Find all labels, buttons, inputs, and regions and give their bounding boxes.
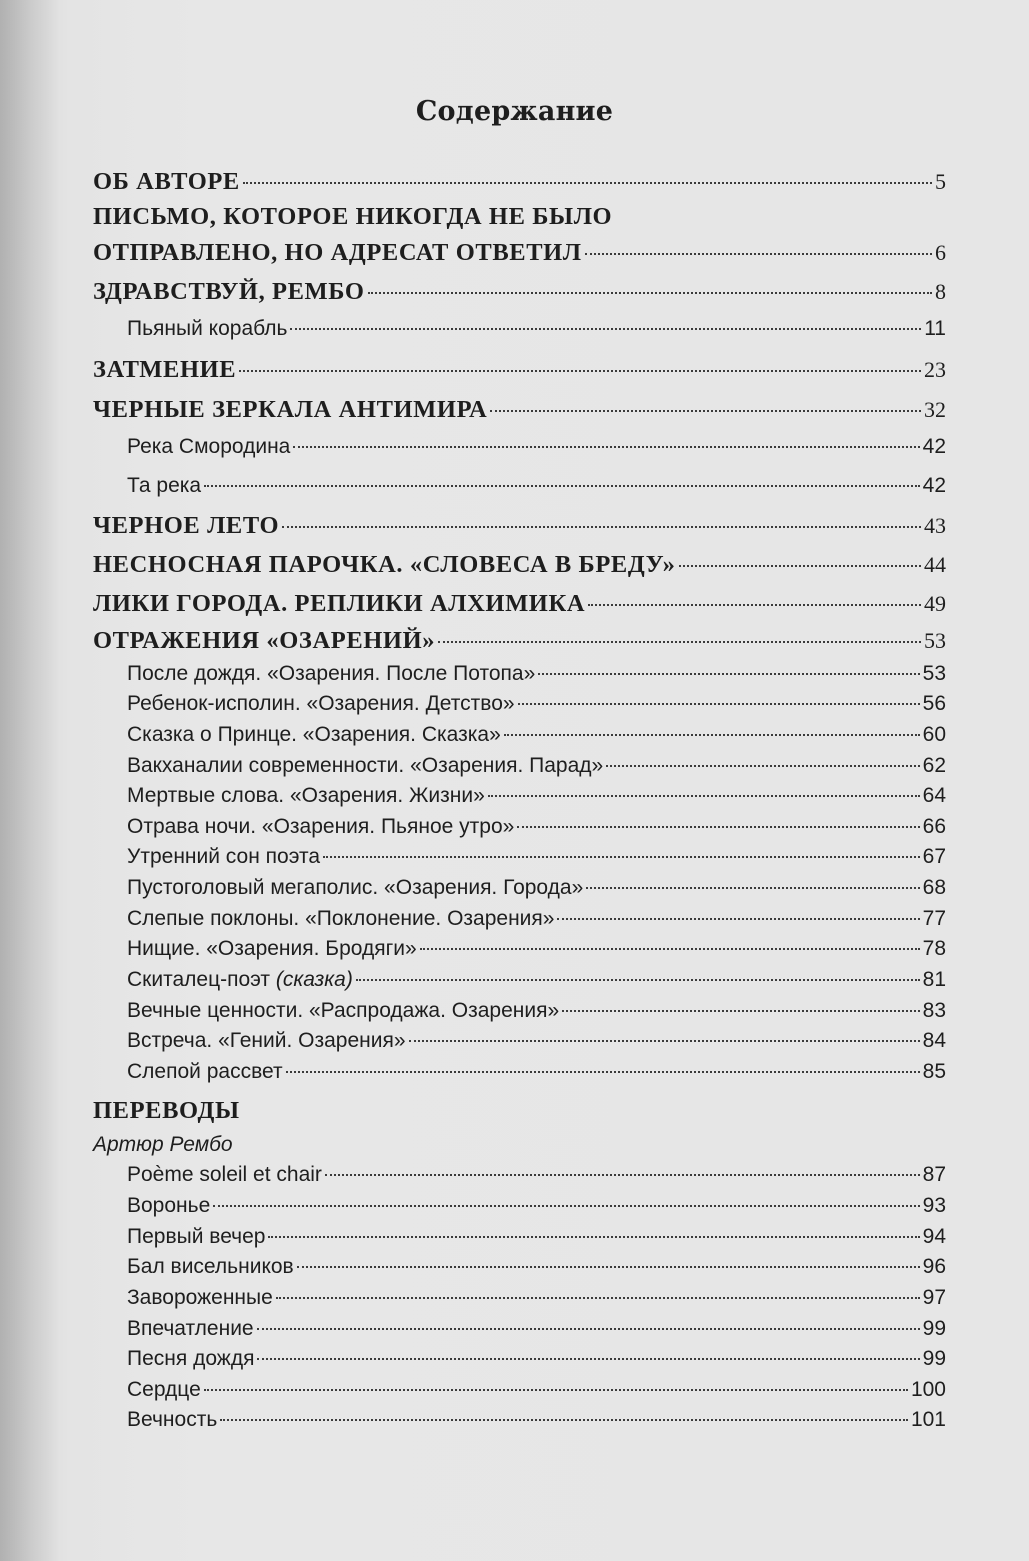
dot-leader xyxy=(268,1235,919,1238)
dot-leader xyxy=(368,291,932,294)
toc-entry-page: 62 xyxy=(922,754,946,777)
toc-entry xyxy=(0,937,1029,961)
toc-entry-title: Нищие. «Озарения. Бродяги» xyxy=(127,937,417,960)
toc-entry-title xyxy=(127,968,353,992)
toc-entry-page: 77 xyxy=(922,907,946,930)
toc-entry-title: Вечные ценности. «Распродажа. Озарения» xyxy=(127,999,560,1022)
toc-entry xyxy=(0,1163,1029,1187)
dot-leader xyxy=(538,672,919,675)
toc-entry-title: Та река xyxy=(127,474,202,497)
toc-entry xyxy=(0,1408,1029,1432)
toc-entry-title: ЧЕРНЫЕ ЗЕРКАЛА АНТИМИРА xyxy=(93,396,488,423)
dot-leader xyxy=(606,764,919,767)
toc-entry-title-line1: ПИСЬМО, КОТОРОЕ НИКОГДА НЕ БЫЛО xyxy=(93,203,613,230)
toc-entry xyxy=(0,396,1029,424)
dot-leader xyxy=(586,886,919,889)
toc-entry xyxy=(0,754,1029,778)
toc-entry xyxy=(0,907,1029,931)
toc-entry-title-italic: (сказка) xyxy=(275,968,353,991)
toc-entry-title: ОБ АВТОРЕ xyxy=(93,168,240,195)
dot-leader xyxy=(204,1388,908,1391)
toc-entry-title: Пьяный корабль xyxy=(127,317,288,340)
dot-leader xyxy=(420,947,920,950)
toc-entry-page: 97 xyxy=(922,1286,946,1309)
toc-entry-page: 101 xyxy=(910,1408,946,1431)
toc-entry-title: Бал висельников xyxy=(127,1255,294,1278)
toc-entry xyxy=(0,627,1029,655)
dot-leader xyxy=(679,564,921,567)
toc-entry-title: После дождя. «Озарения. После Потопа» xyxy=(127,662,536,685)
toc-entry-page: 84 xyxy=(922,1029,946,1052)
toc-entry-page: 42 xyxy=(922,435,946,458)
toc-entry-page: 11 xyxy=(924,317,946,340)
toc-entry xyxy=(0,1255,1029,1279)
toc-entry-title: Вечность xyxy=(127,1408,218,1431)
toc-entry-page: 83 xyxy=(922,999,946,1022)
dot-leader xyxy=(438,640,921,643)
toc-entry xyxy=(0,1029,1029,1053)
dot-leader xyxy=(504,733,920,736)
dot-leader xyxy=(290,327,921,330)
toc-entry-page: 44 xyxy=(924,552,946,577)
toc-entry-title: ЗДРАВСТВУЙ, РЕМБО xyxy=(93,278,365,305)
dot-leader xyxy=(588,603,921,606)
toc-entry xyxy=(0,692,1029,716)
toc-entry-title: Воронье xyxy=(127,1194,211,1217)
toc-entry-page: 99 xyxy=(922,1347,946,1370)
toc-entry-title: Poème soleil et chair xyxy=(127,1163,322,1186)
toc-entry xyxy=(0,168,1029,196)
toc-entry-title: Сказка о Принце. «Озарения. Сказка» xyxy=(127,723,501,746)
dot-leader xyxy=(323,855,920,858)
toc-entry-page: 85 xyxy=(922,1060,946,1083)
toc-entry xyxy=(0,999,1029,1023)
dot-leader xyxy=(282,525,921,528)
toc-entry-page: 96 xyxy=(922,1255,946,1278)
dot-leader xyxy=(585,252,932,255)
author-subheading: Артюр Рембо xyxy=(93,1133,233,1156)
toc-entry-title: Встреча. «Гений. Озарения» xyxy=(127,1029,406,1052)
toc-entry-page: 43 xyxy=(924,513,946,538)
dot-leader xyxy=(356,978,920,981)
dot-leader xyxy=(239,369,921,372)
toc-entry-page: 32 xyxy=(924,397,946,422)
toc-entry xyxy=(0,1286,1029,1310)
dot-leader xyxy=(490,409,921,412)
dot-leader xyxy=(204,484,920,487)
toc-entry-page: 68 xyxy=(922,876,946,899)
toc-entry xyxy=(0,317,1029,341)
toc-entry xyxy=(0,1378,1029,1402)
dot-leader xyxy=(557,917,919,920)
dot-leader xyxy=(293,445,919,448)
section-heading: ПЕРЕВОДЫ xyxy=(93,1097,240,1124)
toc-entry xyxy=(0,474,1029,498)
toc-entry-title: ОТПРАВЛЕНО, НО АДРЕСАТ ОТВЕТИЛ xyxy=(93,239,582,266)
dot-leader xyxy=(517,825,919,828)
toc-entry-title: Слепой рассвет xyxy=(127,1060,283,1083)
toc-entry xyxy=(0,845,1029,869)
toc-entry-page: 53 xyxy=(924,628,946,653)
toc-entry xyxy=(0,356,1029,384)
dot-leader xyxy=(243,181,932,184)
dot-leader xyxy=(297,1265,920,1268)
toc-entry-title: Вакханалии современности. «Озарения. Парад» xyxy=(127,754,604,777)
toc-entry xyxy=(0,590,1029,618)
toc-entry-title: ЧЕРНОЕ ЛЕТО xyxy=(93,512,280,539)
dot-leader xyxy=(276,1296,920,1299)
toc-entry-title: Первый вечер xyxy=(127,1225,266,1248)
toc-entry-page: 56 xyxy=(922,692,946,715)
toc-entry-page: 100 xyxy=(910,1378,946,1401)
toc-entry-title: Отрава ночи. «Озарения. Пьяное утро» xyxy=(127,815,515,838)
toc-entry-page: 60 xyxy=(922,723,946,746)
toc-entry xyxy=(0,815,1029,839)
dot-leader xyxy=(213,1204,919,1207)
toc-entry-title: Сердце xyxy=(127,1378,201,1401)
toc-entry-page: 6 xyxy=(935,240,946,265)
toc-entry-page: 64 xyxy=(922,784,946,807)
dot-leader xyxy=(286,1070,920,1073)
toc-entry xyxy=(0,1317,1029,1341)
toc-entry xyxy=(0,512,1029,540)
toc-entry-page: 23 xyxy=(924,357,946,382)
toc-entry-page: 78 xyxy=(922,937,946,960)
toc-entry-title: Ребенок-исполин. «Озарения. Детство» xyxy=(127,692,515,715)
toc-entry-page: 99 xyxy=(922,1317,946,1340)
toc-entry-page: 81 xyxy=(922,968,946,991)
toc-entry xyxy=(0,1225,1029,1249)
toc-entry-title: Пустоголовый мегаполис. «Озарения. Города» xyxy=(127,876,584,899)
toc-entry-page: 8 xyxy=(935,279,946,304)
dot-leader xyxy=(257,1327,920,1330)
toc-entry xyxy=(0,551,1029,579)
toc-entry xyxy=(0,876,1029,900)
toc-entry-page: 93 xyxy=(922,1194,946,1217)
toc-entry xyxy=(0,1194,1029,1218)
dot-leader xyxy=(325,1173,920,1176)
toc-entry xyxy=(0,278,1029,306)
toc-entry-title: Слепые поклоны. «Поклонение. Озарения» xyxy=(127,907,555,930)
toc-entry-title: Утренний сон поэта xyxy=(127,845,321,868)
toc-entry-page: 87 xyxy=(922,1163,946,1186)
toc-entry-page: 94 xyxy=(922,1225,946,1248)
toc-entry xyxy=(0,435,1029,459)
toc-entry xyxy=(0,662,1029,686)
dot-leader xyxy=(518,702,920,705)
page-title: Содержание xyxy=(415,96,614,127)
toc-entry-page: 5 xyxy=(935,169,946,194)
toc-entry-page: 66 xyxy=(922,815,946,838)
toc-entry-title: Завороженные xyxy=(127,1286,273,1309)
toc-entry-title: ОТРАЖЕНИЯ «ОЗАРЕНИЙ» xyxy=(93,627,436,654)
toc-entry-page: 42 xyxy=(922,474,946,497)
toc-entry-title: НЕСНОСНАЯ ПАРОЧКА. «СЛОВЕСА В БРЕДУ» xyxy=(93,551,676,578)
toc-entry-title-main: Скиталец-поэт xyxy=(127,968,271,991)
toc-entry-title: ЗАТМЕНИЕ xyxy=(93,356,237,383)
toc-entry-title: Впечатление xyxy=(127,1317,254,1340)
toc-entry-title: Песня дождя xyxy=(127,1347,255,1370)
toc-entry xyxy=(0,1060,1029,1084)
toc-entry xyxy=(0,1347,1029,1371)
toc-entry xyxy=(0,239,1029,267)
toc-entry-title: Мертвые слова. «Озарения. Жизни» xyxy=(127,784,485,807)
toc-entry-page: 53 xyxy=(922,662,946,685)
dot-leader xyxy=(220,1418,908,1421)
toc-entry xyxy=(0,968,1029,992)
toc-entry xyxy=(0,723,1029,747)
toc-entry-page: 49 xyxy=(924,591,946,616)
toc-entry-page: 67 xyxy=(922,845,946,868)
toc-entry-title: ЛИКИ ГОРОДА. РЕПЛИКИ АЛХИМИКА xyxy=(93,590,586,617)
toc-entry xyxy=(0,784,1029,808)
dot-leader xyxy=(562,1009,920,1012)
dot-leader xyxy=(488,794,920,797)
dot-leader xyxy=(257,1357,919,1360)
dot-leader xyxy=(409,1039,920,1042)
toc-entry-title: Река Смородина xyxy=(127,435,291,458)
